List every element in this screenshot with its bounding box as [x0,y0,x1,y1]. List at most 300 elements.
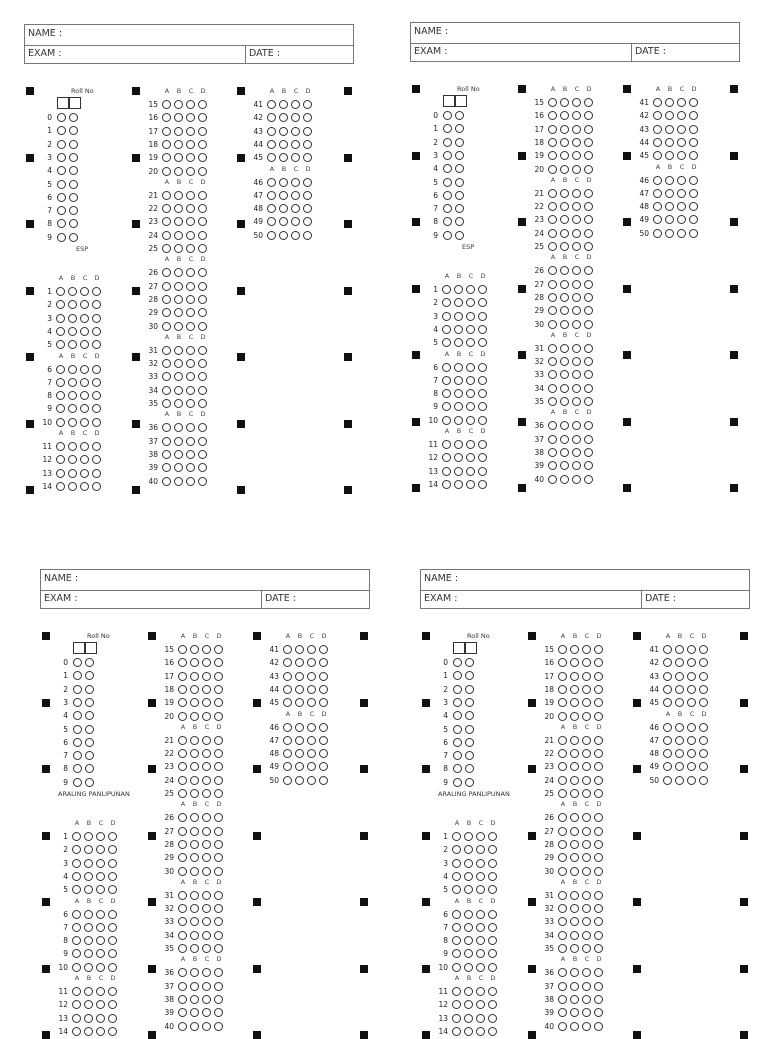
answer-bubble-1[interactable] [279,140,288,149]
roll-bubble-1[interactable] [85,698,94,707]
answer-bubble-3[interactable] [92,482,101,491]
answer-bubble-0[interactable] [162,386,171,395]
answer-bubble-2[interactable] [202,736,211,745]
answer-bubble-3[interactable] [584,98,593,107]
roll-bubble-1[interactable] [455,164,464,173]
answer-bubble-3[interactable] [478,325,487,334]
answer-bubble-0[interactable] [72,987,81,996]
answer-bubble-0[interactable] [162,295,171,304]
answer-bubble-0[interactable] [72,872,81,881]
answer-bubble-0[interactable] [56,327,65,336]
roll-bubble-1[interactable] [455,217,464,226]
answer-bubble-3[interactable] [594,776,603,785]
answer-bubble-1[interactable] [454,285,463,294]
roll-bubble-0[interactable] [453,738,462,747]
roll-bubble-1[interactable] [455,191,464,200]
answer-bubble-2[interactable] [687,672,696,681]
answer-bubble-0[interactable] [162,191,171,200]
answer-bubble-0[interactable] [452,963,461,972]
answer-bubble-1[interactable] [279,178,288,187]
answer-bubble-1[interactable] [560,384,569,393]
answer-bubble-2[interactable] [687,645,696,654]
answer-bubble-2[interactable] [186,477,195,486]
answer-bubble-1[interactable] [675,685,684,694]
answer-bubble-0[interactable] [162,477,171,486]
answer-bubble-1[interactable] [560,98,569,107]
answer-bubble-3[interactable] [214,891,223,900]
answer-bubble-3[interactable] [214,776,223,785]
answer-bubble-3[interactable] [319,723,328,732]
answer-bubble-0[interactable] [178,645,187,654]
answer-bubble-2[interactable] [307,723,316,732]
answer-bubble-2[interactable] [677,229,686,238]
roll-bubble-1[interactable] [465,778,474,787]
answer-bubble-2[interactable] [582,789,591,798]
name-row[interactable] [421,570,749,591]
exam-row[interactable] [25,45,353,65]
answer-bubble-1[interactable] [570,776,579,785]
answer-bubble-0[interactable] [548,293,557,302]
answer-bubble-1[interactable] [174,322,183,331]
answer-bubble-2[interactable] [202,685,211,694]
answer-bubble-3[interactable] [478,363,487,372]
answer-bubble-3[interactable] [92,327,101,336]
answer-bubble-1[interactable] [570,672,579,681]
answer-bubble-0[interactable] [548,397,557,406]
roll-bubble-1[interactable] [465,658,474,667]
answer-bubble-1[interactable] [570,1022,579,1031]
answer-bubble-1[interactable] [675,736,684,745]
answer-bubble-1[interactable] [560,138,569,147]
roll-bubble-0[interactable] [453,751,462,760]
roll-bubble-1[interactable] [455,151,464,160]
answer-bubble-0[interactable] [558,982,567,991]
answer-bubble-2[interactable] [572,475,581,484]
answer-bubble-1[interactable] [570,891,579,900]
answer-bubble-0[interactable] [178,891,187,900]
answer-bubble-2[interactable] [96,872,105,881]
answer-bubble-3[interactable] [108,1014,117,1023]
answer-bubble-3[interactable] [488,1014,497,1023]
answer-bubble-1[interactable] [570,982,579,991]
answer-bubble-3[interactable] [689,176,698,185]
answer-bubble-1[interactable] [454,312,463,321]
answer-bubble-1[interactable] [174,346,183,355]
answer-bubble-3[interactable] [488,910,497,919]
answer-bubble-0[interactable] [548,435,557,444]
answer-bubble-2[interactable] [572,229,581,238]
answer-bubble-1[interactable] [174,450,183,459]
roll-digit-box[interactable] [465,642,477,654]
answer-bubble-0[interactable] [548,344,557,353]
answer-bubble-2[interactable] [582,685,591,694]
answer-bubble-0[interactable] [653,98,662,107]
answer-bubble-2[interactable] [202,672,211,681]
answer-bubble-2[interactable] [186,322,195,331]
answer-bubble-3[interactable] [699,645,708,654]
answer-bubble-0[interactable] [653,125,662,134]
answer-bubble-0[interactable] [558,776,567,785]
roll-bubble-0[interactable] [73,738,82,747]
answer-bubble-3[interactable] [214,995,223,1004]
answer-bubble-2[interactable] [186,244,195,253]
answer-bubble-0[interactable] [548,189,557,198]
answer-bubble-3[interactable] [584,293,593,302]
answer-bubble-1[interactable] [570,645,579,654]
answer-bubble-2[interactable] [572,384,581,393]
answer-bubble-0[interactable] [162,244,171,253]
answer-bubble-3[interactable] [92,287,101,296]
answer-bubble-2[interactable] [572,448,581,457]
roll-bubble-0[interactable] [443,124,452,133]
answer-bubble-0[interactable] [56,469,65,478]
answer-bubble-3[interactable] [584,448,593,457]
answer-bubble-2[interactable] [582,982,591,991]
answer-bubble-2[interactable] [186,167,195,176]
answer-bubble-3[interactable] [214,672,223,681]
answer-bubble-1[interactable] [190,995,199,1004]
answer-bubble-3[interactable] [478,480,487,489]
roll-digit-box[interactable] [85,642,97,654]
answer-bubble-2[interactable] [96,1014,105,1023]
answer-bubble-2[interactable] [291,191,300,200]
roll-bubble-1[interactable] [465,671,474,680]
answer-bubble-1[interactable] [665,176,674,185]
answer-bubble-0[interactable] [178,736,187,745]
roll-bubble-1[interactable] [465,764,474,773]
answer-bubble-1[interactable] [570,867,579,876]
answer-bubble-0[interactable] [442,416,451,425]
answer-bubble-0[interactable] [442,285,451,294]
answer-bubble-1[interactable] [190,645,199,654]
answer-bubble-3[interactable] [214,944,223,953]
answer-bubble-0[interactable] [178,827,187,836]
answer-bubble-1[interactable] [174,140,183,149]
roll-bubble-0[interactable] [73,764,82,773]
answer-bubble-2[interactable] [582,736,591,745]
answer-bubble-3[interactable] [303,191,312,200]
answer-bubble-1[interactable] [68,287,77,296]
answer-bubble-1[interactable] [190,776,199,785]
answer-bubble-0[interactable] [558,672,567,681]
answer-bubble-2[interactable] [476,910,485,919]
answer-bubble-0[interactable] [72,910,81,919]
answer-bubble-0[interactable] [162,231,171,240]
answer-bubble-0[interactable] [442,325,451,334]
roll-bubble-1[interactable] [85,711,94,720]
answer-bubble-2[interactable] [186,295,195,304]
answer-bubble-2[interactable] [476,832,485,841]
answer-bubble-1[interactable] [570,685,579,694]
answer-bubble-2[interactable] [466,285,475,294]
roll-bubble-1[interactable] [69,193,78,202]
answer-bubble-1[interactable] [84,963,93,972]
answer-bubble-3[interactable] [198,244,207,253]
answer-bubble-0[interactable] [452,910,461,919]
answer-bubble-0[interactable] [72,923,81,932]
answer-bubble-1[interactable] [190,1022,199,1031]
roll-bubble-1[interactable] [85,685,94,694]
roll-bubble-0[interactable] [443,111,452,120]
answer-bubble-1[interactable] [84,1014,93,1023]
answer-bubble-2[interactable] [677,98,686,107]
answer-bubble-3[interactable] [108,859,117,868]
roll-bubble-0[interactable] [57,140,66,149]
answer-bubble-2[interactable] [96,963,105,972]
answer-bubble-3[interactable] [584,165,593,174]
answer-bubble-3[interactable] [594,840,603,849]
answer-bubble-1[interactable] [570,840,579,849]
answer-bubble-1[interactable] [190,672,199,681]
answer-bubble-2[interactable] [202,982,211,991]
answer-bubble-2[interactable] [186,386,195,395]
answer-bubble-2[interactable] [80,314,89,323]
answer-bubble-0[interactable] [267,127,276,136]
answer-bubble-0[interactable] [558,645,567,654]
answer-bubble-1[interactable] [190,789,199,798]
answer-bubble-2[interactable] [466,440,475,449]
answer-bubble-1[interactable] [295,736,304,745]
answer-bubble-0[interactable] [267,100,276,109]
answer-bubble-2[interactable] [572,320,581,329]
answer-bubble-3[interactable] [584,320,593,329]
answer-bubble-0[interactable] [162,140,171,149]
answer-bubble-1[interactable] [454,376,463,385]
answer-bubble-0[interactable] [56,314,65,323]
answer-bubble-1[interactable] [295,723,304,732]
answer-bubble-3[interactable] [198,477,207,486]
roll-bubble-0[interactable] [73,658,82,667]
answer-bubble-0[interactable] [56,482,65,491]
answer-bubble-2[interactable] [96,859,105,868]
name-row[interactable] [411,23,739,44]
answer-bubble-1[interactable] [464,859,473,868]
answer-bubble-2[interactable] [307,685,316,694]
answer-bubble-1[interactable] [190,827,199,836]
answer-bubble-2[interactable] [202,645,211,654]
answer-bubble-1[interactable] [279,100,288,109]
answer-bubble-0[interactable] [548,320,557,329]
roll-bubble-0[interactable] [73,711,82,720]
answer-bubble-3[interactable] [594,931,603,940]
answer-bubble-1[interactable] [560,448,569,457]
answer-bubble-3[interactable] [92,365,101,374]
answer-bubble-2[interactable] [186,127,195,136]
answer-bubble-0[interactable] [653,176,662,185]
answer-bubble-3[interactable] [303,178,312,187]
answer-bubble-2[interactable] [677,176,686,185]
answer-bubble-2[interactable] [476,1027,485,1036]
answer-bubble-0[interactable] [72,1027,81,1036]
answer-bubble-0[interactable] [283,685,292,694]
answer-bubble-0[interactable] [548,165,557,174]
answer-bubble-2[interactable] [476,923,485,932]
answer-bubble-3[interactable] [478,285,487,294]
answer-bubble-1[interactable] [295,672,304,681]
answer-bubble-2[interactable] [80,482,89,491]
answer-bubble-3[interactable] [478,467,487,476]
answer-bubble-0[interactable] [548,475,557,484]
answer-bubble-3[interactable] [584,189,593,198]
answer-bubble-0[interactable] [56,365,65,374]
roll-bubble-1[interactable] [85,751,94,760]
answer-bubble-1[interactable] [560,229,569,238]
roll-bubble-0[interactable] [453,685,462,694]
roll-bubble-0[interactable] [57,166,66,175]
roll-bubble-0[interactable] [453,658,462,667]
answer-bubble-1[interactable] [464,963,473,972]
answer-bubble-0[interactable] [548,229,557,238]
roll-bubble-1[interactable] [85,738,94,747]
answer-bubble-2[interactable] [80,327,89,336]
roll-bubble-1[interactable] [455,138,464,147]
answer-bubble-2[interactable] [186,191,195,200]
answer-bubble-0[interactable] [72,859,81,868]
answer-bubble-0[interactable] [178,776,187,785]
answer-bubble-1[interactable] [279,231,288,240]
answer-bubble-3[interactable] [584,397,593,406]
answer-bubble-2[interactable] [466,416,475,425]
roll-digit-box[interactable] [57,97,69,109]
answer-bubble-0[interactable] [558,736,567,745]
answer-bubble-2[interactable] [186,437,195,446]
answer-bubble-2[interactable] [80,378,89,387]
answer-bubble-1[interactable] [84,832,93,841]
answer-bubble-3[interactable] [198,450,207,459]
answer-bubble-0[interactable] [442,480,451,489]
answer-bubble-2[interactable] [476,963,485,972]
answer-bubble-3[interactable] [584,242,593,251]
answer-bubble-1[interactable] [174,127,183,136]
roll-bubble-1[interactable] [85,671,94,680]
answer-bubble-3[interactable] [198,322,207,331]
roll-digit-box[interactable] [455,95,467,107]
answer-bubble-3[interactable] [594,645,603,654]
answer-bubble-0[interactable] [178,712,187,721]
answer-bubble-2[interactable] [582,1022,591,1031]
answer-bubble-0[interactable] [452,872,461,881]
answer-bubble-2[interactable] [96,910,105,919]
answer-bubble-2[interactable] [202,789,211,798]
answer-bubble-2[interactable] [202,712,211,721]
answer-bubble-2[interactable] [572,280,581,289]
answer-bubble-0[interactable] [452,923,461,932]
answer-bubble-3[interactable] [198,437,207,446]
answer-bubble-0[interactable] [558,827,567,836]
answer-bubble-0[interactable] [178,789,187,798]
answer-bubble-0[interactable] [558,891,567,900]
answer-bubble-0[interactable] [162,399,171,408]
answer-bubble-3[interactable] [214,827,223,836]
answer-bubble-1[interactable] [570,931,579,940]
answer-bubble-3[interactable] [584,138,593,147]
answer-bubble-0[interactable] [558,931,567,940]
roll-digit-box[interactable] [69,97,81,109]
answer-bubble-2[interactable] [582,867,591,876]
answer-bubble-2[interactable] [476,859,485,868]
roll-bubble-0[interactable] [57,126,66,135]
answer-bubble-3[interactable] [198,399,207,408]
answer-bubble-0[interactable] [653,189,662,198]
answer-bubble-1[interactable] [560,397,569,406]
answer-bubble-3[interactable] [198,191,207,200]
answer-bubble-0[interactable] [548,138,557,147]
answer-bubble-0[interactable] [178,672,187,681]
roll-bubble-1[interactable] [455,124,464,133]
answer-bubble-2[interactable] [291,231,300,240]
answer-bubble-0[interactable] [663,723,672,732]
roll-bubble-1[interactable] [465,698,474,707]
answer-bubble-3[interactable] [198,100,207,109]
roll-bubble-1[interactable] [69,166,78,175]
answer-bubble-0[interactable] [56,378,65,387]
answer-bubble-3[interactable] [319,736,328,745]
roll-bubble-0[interactable] [73,698,82,707]
exam-row[interactable] [41,590,369,610]
roll-bubble-1[interactable] [69,233,78,242]
roll-bubble-0[interactable] [453,764,462,773]
answer-bubble-2[interactable] [582,995,591,1004]
answer-bubble-3[interactable] [108,923,117,932]
answer-bubble-0[interactable] [267,140,276,149]
answer-bubble-2[interactable] [572,125,581,134]
answer-bubble-3[interactable] [584,435,593,444]
answer-bubble-2[interactable] [96,923,105,932]
answer-bubble-2[interactable] [202,827,211,836]
answer-bubble-3[interactable] [584,384,593,393]
answer-bubble-3[interactable] [478,312,487,321]
answer-bubble-3[interactable] [478,416,487,425]
answer-bubble-1[interactable] [174,167,183,176]
answer-bubble-0[interactable] [548,448,557,457]
answer-bubble-0[interactable] [452,1014,461,1023]
answer-bubble-2[interactable] [202,891,211,900]
answer-bubble-3[interactable] [594,789,603,798]
answer-bubble-1[interactable] [560,189,569,198]
answer-bubble-2[interactable] [572,98,581,107]
answer-bubble-2[interactable] [307,672,316,681]
answer-bubble-3[interactable] [198,295,207,304]
answer-bubble-2[interactable] [572,344,581,353]
answer-bubble-3[interactable] [594,1022,603,1031]
answer-bubble-3[interactable] [214,1022,223,1031]
answer-bubble-3[interactable] [594,827,603,836]
answer-bubble-2[interactable] [677,125,686,134]
roll-bubble-1[interactable] [69,113,78,122]
answer-bubble-1[interactable] [454,467,463,476]
answer-bubble-0[interactable] [558,944,567,953]
answer-bubble-3[interactable] [478,376,487,385]
answer-bubble-1[interactable] [675,645,684,654]
answer-bubble-1[interactable] [174,477,183,486]
answer-bubble-2[interactable] [307,645,316,654]
answer-bubble-0[interactable] [442,376,451,385]
answer-bubble-2[interactable] [687,723,696,732]
roll-bubble-0[interactable] [443,151,452,160]
answer-bubble-1[interactable] [560,293,569,302]
answer-bubble-3[interactable] [303,140,312,149]
answer-bubble-2[interactable] [582,827,591,836]
answer-bubble-3[interactable] [584,475,593,484]
answer-bubble-0[interactable] [548,125,557,134]
answer-bubble-1[interactable] [190,891,199,900]
answer-bubble-2[interactable] [186,100,195,109]
roll-bubble-0[interactable] [453,711,462,720]
answer-bubble-1[interactable] [174,191,183,200]
roll-bubble-1[interactable] [455,204,464,213]
answer-bubble-1[interactable] [190,931,199,940]
answer-bubble-3[interactable] [198,127,207,136]
